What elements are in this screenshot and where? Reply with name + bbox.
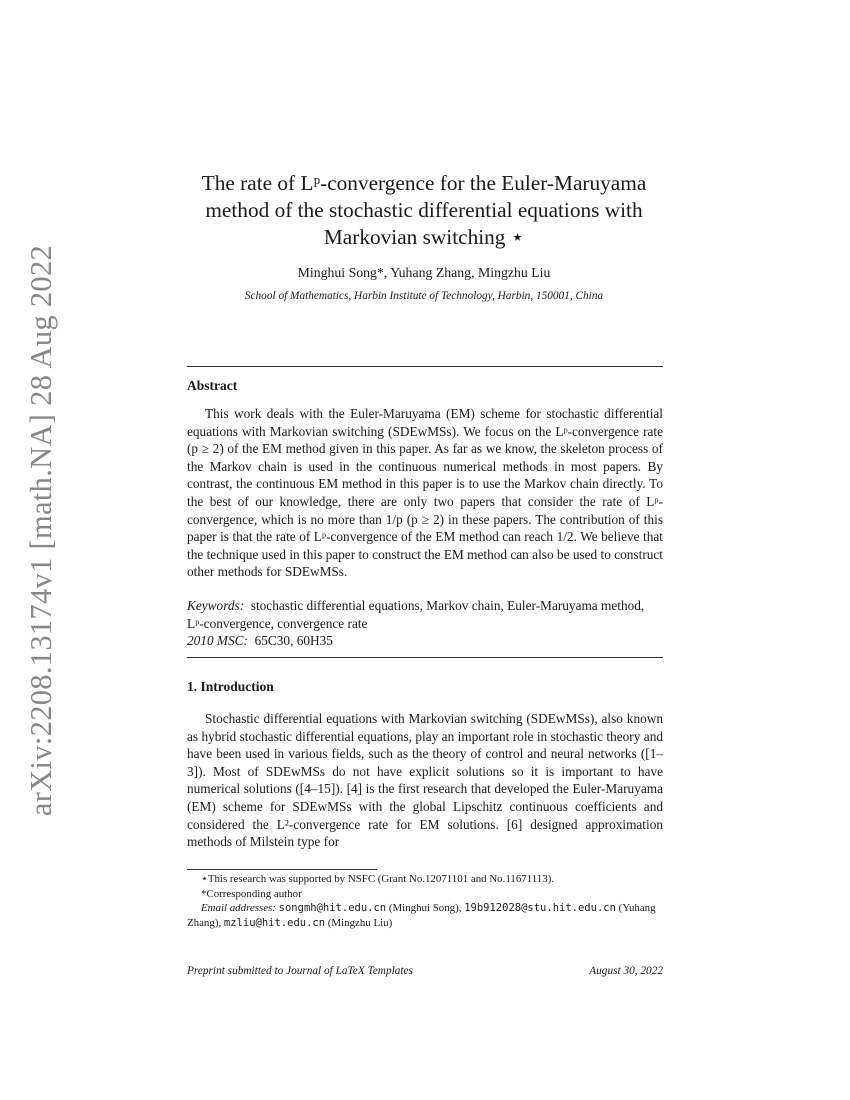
email-link-song[interactable]: songmh@hit.edu.cn <box>278 902 387 915</box>
msc-label: 2010 MSC: <box>187 633 248 649</box>
footnote-rule <box>187 869 377 870</box>
email-label: Email addresses: <box>201 902 276 915</box>
section-heading-introduction: 1. Introduction <box>187 679 274 694</box>
keywords-label: Keywords: <box>187 598 245 613</box>
keywords-text: stochastic differential equations, Markov chain, Euler-Maruyama method, Lᵖ-convergence, convergence rate <box>187 598 645 631</box>
affiliation: School of Mathematics, Harbin Institute of Technology, Harbin, 150001, China <box>244 290 604 302</box>
footnote-funding: ⋆This research was supported by NSFC (Grant No.12071101 and No.11671113). <box>201 873 555 885</box>
title-line-1: The rate of Lᵖ-convergence for the Euler-Maruyama <box>201 171 647 195</box>
footnote-emails <box>187 901 663 930</box>
arxiv-identifier-stamp <box>22 244 62 816</box>
arxiv-identifier-text: arXiv:2208.13174v1 [math.NA] 28 Aug 2022 <box>24 244 59 816</box>
footer-preprint-note: Preprint submitted to Journal of LaTeX Templates <box>187 965 413 977</box>
email-link-zhang[interactable]: 19b912028@stu.hit.edu.cn <box>464 902 616 915</box>
footnote-corresponding: *Corresponding author <box>201 887 302 900</box>
paper-title <box>150 170 698 251</box>
abstract-bottom-rule <box>187 657 663 658</box>
email-link-liu[interactable]: mzliu@hit.edu.cn <box>223 916 326 929</box>
abstract-top-rule <box>187 366 663 367</box>
author-list: Minghui Song*, Yuhang Zhang, Mingzhu Liu <box>297 265 551 280</box>
footnotes <box>187 872 663 930</box>
title-line-3: Markovian switching ⋆ <box>323 225 525 249</box>
introduction-body: Stochastic differential equations with Markovian switching (SDEwMSs), also known as hybrid stochastic differential equations, play an important role in stochastic theory and have been used in various fields, such as the theory of control and neural networks ([1–3]). Most of SDEwMSs do not have explicit solutions so it is important to have numerical solutions ([4–15]). [4] is the first research that developed the Euler-Maruyama (EM) scheme for SDEwMSs with the global Lipschitz continuous coefficients and considered the L²-convergence rate for EM solutions. [6] designed approximation methods of Milstein type for <box>187 711 663 850</box>
msc-text: 65C30, 60H35 <box>254 633 333 649</box>
keywords-block <box>187 597 663 650</box>
footer-date: August 30, 2022 <box>589 965 663 977</box>
email-name-song: (Minghui Song), <box>388 902 462 915</box>
email-name-liu: (Mingzhu Liu) <box>327 916 393 929</box>
abstract-body: This work deals with the Euler-Maruyama (EM) scheme for stochastic differential equations with Markovian switching (SDEwMSs). We focus on the Lᵖ-convergence rate (p ≥ 2) of the EM method given in this paper. As far as we know, the skeleton process of the Markov chain is used in the continuous numerical methods in most papers. By contrast, the continuous EM method in this paper is to use the Markov chain directly. To the best of our knowledge, there are only two papers that consider the rate of Lᵖ-convergence, which is no more than 1/p (p ≥ 2) in these papers. The contribution of this paper is that the rate of Lᵖ-convergence of the EM method can reach 1/2. We believe that the technique used in this paper to construct the EM method can also be used to construct other methods for SDEwMSs. <box>187 406 663 580</box>
email-name-zhang: (Yuhang Zhang), <box>187 902 656 929</box>
title-line-2: method of the stochastic differential equations with <box>205 198 643 222</box>
abstract-heading: Abstract <box>187 378 238 393</box>
